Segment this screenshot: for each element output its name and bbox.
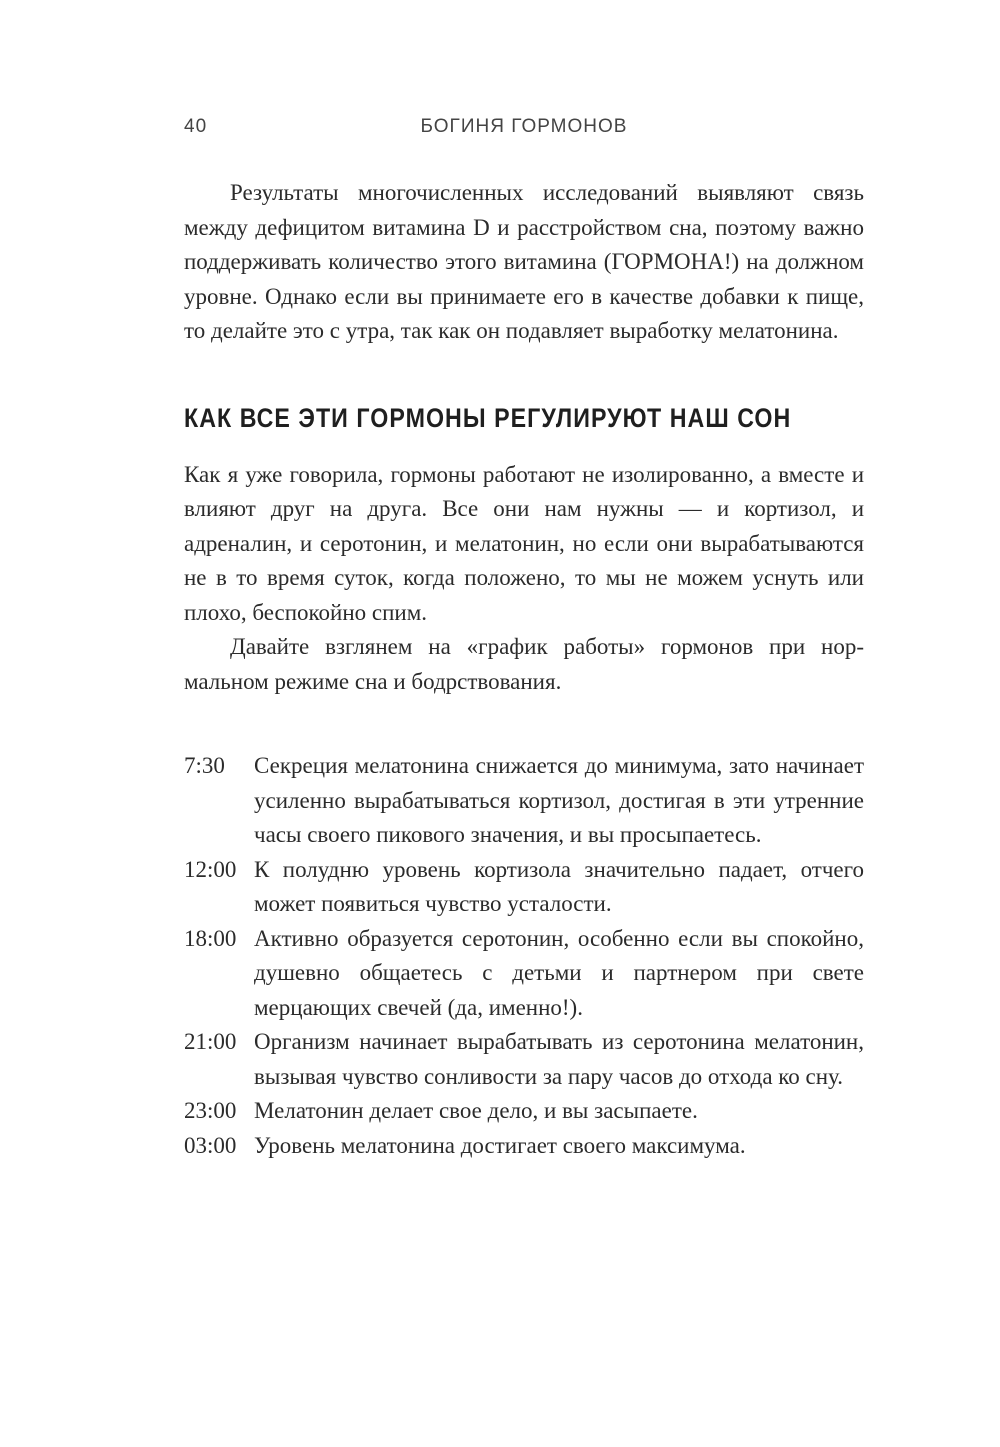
page-number: 40 xyxy=(184,116,208,137)
schedule-description: Секреция мелатонина снижается до минимума, зато начинает усиленно вырабатываться кортизол, достигая в эти утренние часы своего пикового значения, и вы просыпаетесь. xyxy=(254,753,864,847)
schedule-description: Мелатонин делает свое дело, и вы засыпаете. xyxy=(254,1098,698,1123)
schedule-row xyxy=(184,1129,864,1164)
schedule-description: Организм начинает вырабатывать из серотонина мелатонин, вызывая чувство сонливости за пару часов до отхода ко сну. xyxy=(254,1029,864,1089)
page-body xyxy=(184,176,864,1163)
paragraph: Как я уже говорила, гормоны работают не изолированно, а вместе и влияют друг на друга. Все они нам нужны — и кортизол, и адреналин, и серотонин, и мелатонин, но если они вырабатываются не в то время суток, когда положено, то мы не можем уснуть или плохо, беспокойно спим. xyxy=(184,461,864,625)
schedule-time: 03:00 xyxy=(184,1132,237,1158)
schedule-time: 21:00 xyxy=(184,1029,237,1054)
running-head xyxy=(184,116,864,146)
schedule-row xyxy=(184,853,864,922)
schedule-time: 7:30 xyxy=(184,753,225,778)
intro-paragraph: Результаты многочисленных исследований выявляют связь между дефицитом витамина D и расстройством сна, поэтому важно поддерживать количество этого витамина (ГОРМОНА!) на должном уровне. Однако если вы принимаете его в качестве добавки к пище, то делайте это с утра, так как он подавляет выработку мелатонина. xyxy=(184,180,864,343)
schedule-description: Активно образуется серотонин, особенно если вы спокойно, душевно общаетесь с детьми и партнером при свете мерцающих свечей (да, именно!). xyxy=(254,925,864,1020)
schedule-time: 18:00 xyxy=(184,925,237,951)
schedule-row xyxy=(184,749,864,853)
schedule-row xyxy=(184,1094,864,1129)
section-heading: КАК ВСЕ ЭТИ ГОРМОНЫ РЕГУЛИРУЮТ НАШ СОН xyxy=(184,402,792,433)
schedule-description: К полудню уровень кортизола значительно падает, отчего может появиться чувство усталости. xyxy=(254,856,864,916)
book-title: БОГИНЯ ГОРМОНОВ xyxy=(420,116,628,137)
paragraph: Давайте взглянем на «график работы» гормонов при нормальном режиме сна и бодрствования. xyxy=(184,634,864,694)
hormone-schedule xyxy=(184,749,864,1163)
schedule-time: 12:00 xyxy=(184,856,237,882)
schedule-row xyxy=(184,1025,864,1094)
schedule-description: Уровень мелатонина достигает своего максимума. xyxy=(254,1132,746,1158)
schedule-row xyxy=(184,922,864,1026)
schedule-time: 23:00 xyxy=(184,1098,237,1123)
